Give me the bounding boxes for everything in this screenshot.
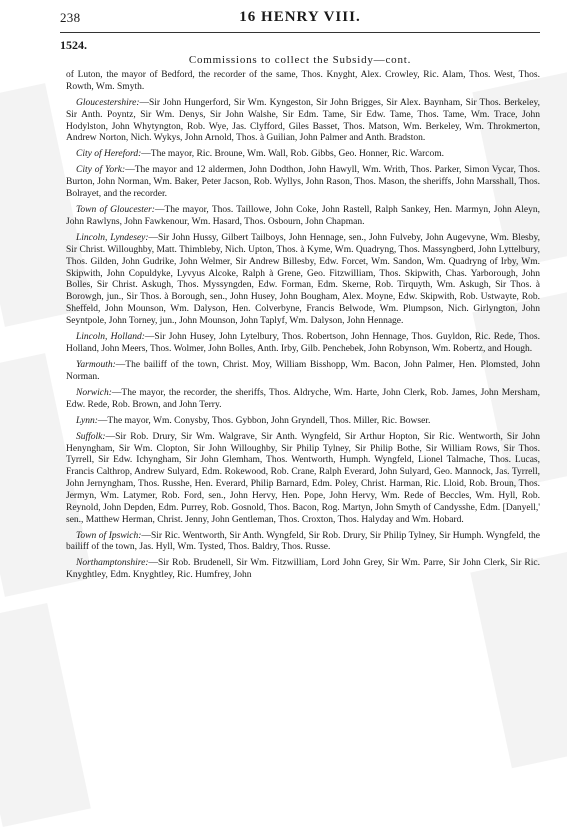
running-title: 16 HENRY VIII. [239,9,361,25]
entry-place-label: City of York: [76,165,126,176]
entry-names-text: —The mayor, the recorder, the sheriffs, Thos. Aldryche, Wm. Harte, John Clerk, Rob. James, John Mersham, Edw. Rede, Rob. Brown, and John Terry. [66,387,540,410]
entry-names-text: —The mayor and 12 aldermen, John Dodthon, John Hawyll, Wm. Writh, Thos. Parker, Simon Vycar, Thos. Burton, John Norman, Wm. Baker, Peter Jacson, Rob. Wyllys, John Rason, Thos. Mason, the sheriffs, John Marsshall, Thos. Bolrayet, and the recorder. [66,165,540,200]
subsidy-entry [66,98,540,145]
entry-place-label: Suffolk: [76,431,106,442]
entry-names-text: —The mayor, Ric. Broune, Wm. Wall, Rob. Gibbs, Geo. Honner, Ric. Warcom. [141,149,444,160]
entry-names-text: —Sir John Hussy, Gilbert Tailboys, John Hennage, sen., John Fulveby, John Augevyne, Wm. Blesby, Sir Christ. Willoughby, Matt. Thimbleby, Nich. Upton, Thos. à Kyme, Wm. Quadryng, Thos. Massyngberd, John Lyttelbury, Thos. Gilden, John Gudrike, John Welmer, Sir Andrew Billesby, Edw. Forcet, Wm. Sandon, Wm. Quadryng of Irby, Wm. Skipwith, John Copuldyke, Lyvyus Alcoke, Ralph à Grene, Geo. Fitzwilliam, Thos. Skipwith, Chas. Yarborough, John Bolles, Sir Christ. Askugh, Thos. Myssyngden, Edw. Forman, Edm. Skerne, Rob. Tirquyth, Wm. Askugh, Sir Thos. à Borowgh, jun., Sir Thos. à Borough, sen., John Husey, John Bougham, Alex. Moyne, Edw. Skipwith, Rob. Ustwayte, Rob. Sheffeld, John Mounson, Wm. Dalyson, Hen. Colverbyne, Francis Belwode, Wm. Plumpson, Nich. Girlyngton, John Seyntpole, John Torney, jun., John Mounson, John Taplyf, Wm. Dalyson, John Hennage. [66,233,540,326]
subsidy-entry [66,360,540,384]
entry-names-text: —The bailiff of the town, Christ. Moy, William Bisshopp, Wm. Bacon, John Palmer, Hen. Plomsted, John Norman. [66,359,540,382]
page-number: 238 [60,10,81,25]
entry-place-label: Norwich: [76,387,112,398]
entry-names-text: —The mayor, Wm. Conysby, Thos. Gybbon, John Gryndell, Thos. Miller, Ric. Bowser. [97,415,431,426]
subsidy-entry [66,432,540,527]
subsidy-entry [66,165,540,201]
entry-place-label: Town of Ipswich: [76,530,142,541]
subsidy-entry [66,388,540,412]
entry-names-text: —Sir Rob. Brudenell, Sir Wm. Fitzwilliam, Lord John Grey, Sir Wm. Parre, Sir John Clerk, Sir Ric. Knyghtley, Edm. Knyghtley, Ric. Humfrey, John [66,558,540,581]
subsidy-entry [66,416,540,428]
entry-place-label: Yarmouth: [76,359,116,370]
entry-place-label: Lynn: [76,415,98,426]
subsidy-entry [66,558,540,582]
subsidy-entry [66,233,540,328]
entry-names-text: —The mayor, Thos. Taillowe, John Coke, John Rastell, Ralph Sankey, Hen. Marmyn, John Aleyn, John Rawlyns, John Fawkenour, Wm. Hasard, Thos. Osbourn, John Chapman. [66,205,541,228]
year-marker: 1524. [60,38,87,52]
subsidy-entry [66,149,540,161]
entry-names-text: —Sir Rob. Drury, Sir Wm. Walgrave, Sir Anth. Wyngfeld, Sir Arthur Hopton, Sir Ric. Wentworth, Sir John Henyngham, Sir Wm. Clopton, Sir John Willoughby, Sir Philip Tylney, Sir Philip Bothe, Sir William Rows, Sir Thos. Tyrrell, Sir Edw. Ichyngham, Sir John Glemham, Thos. Wentworth, Humph. Wyngfeld, Lionel Talmache, Thos. Lucas, Francis Calthrop, Andrew Sulyard, Edm. Rokewood, Rob. Crane, Ralph Everard, John Sulyard, Geo. Mannock, Jas. Tyrrell, John Jernyngham, Thos. Russhe, Hen. Everard, Philip Barnard, Edm. Poley, Christ. Harman, Ric. Lloid, Rob. Broun, Thos. Jermyn, Wm. Latymer, Rob. Ford, sen., John Hervy, Hen. Pope, John Hervy, Wm. Rede of Beccles, Wm. Hyll, Rob. Reynold, John Depden, Edm. Purrey, Rob. Gosnold, Thos. Bacon, Rog. Martyn, John Smyth of Candysshe, Edm. [Danyell,' sen., Matthew Herman, Christ. Jenny, John Gentleman, Thos. Croxton, Thos. Halyday and Wm. Hobard. [66,431,540,525]
entry-place-label: Lincoln, Holland: [76,332,145,342]
subsidy-entry [66,531,540,555]
section-heading: Commissions to collect the Subsidy—cont. [188,54,412,66]
page-header [60,10,540,30]
document-body [66,70,540,586]
entry-place-label: Lincoln, Lyndesey: [76,233,149,244]
entry-place-label: Gloucestershire: [76,97,140,108]
entry-place-label: Town of Gloucester: [76,205,155,216]
entry-names-text: —Sir John Hungerford, Sir Wm. Kyngeston, Sir John Brigges, Sir Alex. Baynham, Sir Thos. Berkeley, Sir Anth. Poyntz, Sir Wm. Denys, Sir John Walshe, Sir Edm. Tame, Sir Edw. Tame, Thos. Tame, Wm. Trace, John Hodylston, John Whytyngton, Rob. Wye, Jas. Clyfford, Giles Basset, Thos. Matson, Wm. Berkeley, Wm. Throkmerton, Andrew Norton, Nich. Wykys, John Arnold, Thos. à Guilian, John Palmer and Anth. Bradston. [66,97,540,144]
subsidy-entry [66,70,540,94]
entry-names-text: of Luton, the mayor of Bedford, the recorder of the same, Thos. Knyght, Alex. Crowley, Ric. Alam, Thos. West, Thos. Rowth, Wm. Smyth. [66,70,540,92]
entry-names-text: —Sir John Husey, John Lytelbury, Thos. Robertson, John Hennage, Thos. Guyldon, Ric. Rede, Thos. Holland, John Meers, Thos. Wolmer, John Bolles, Anth. Irby, Gilb. Penchebek, John Robynson, Wm. Robertz, and Hough. [66,332,540,354]
entry-names-text: —Sir Ric. Wentworth, Sir Anth. Wyngfeld, Sir Rob. Drury, Sir Philip Tylney, Sir Humph. Wyngfeld, the bailiff of the town, Jas. Hyll, Wm. Tysted, Thos. Baldry, Thos. Russe. [66,530,540,553]
subsidy-entry [66,332,540,356]
subsidy-entry [66,205,540,229]
header-rule [60,32,540,33]
entry-place-label: City of Hereford: [76,149,142,160]
entry-place-label: Northamptonshire: [76,558,149,569]
